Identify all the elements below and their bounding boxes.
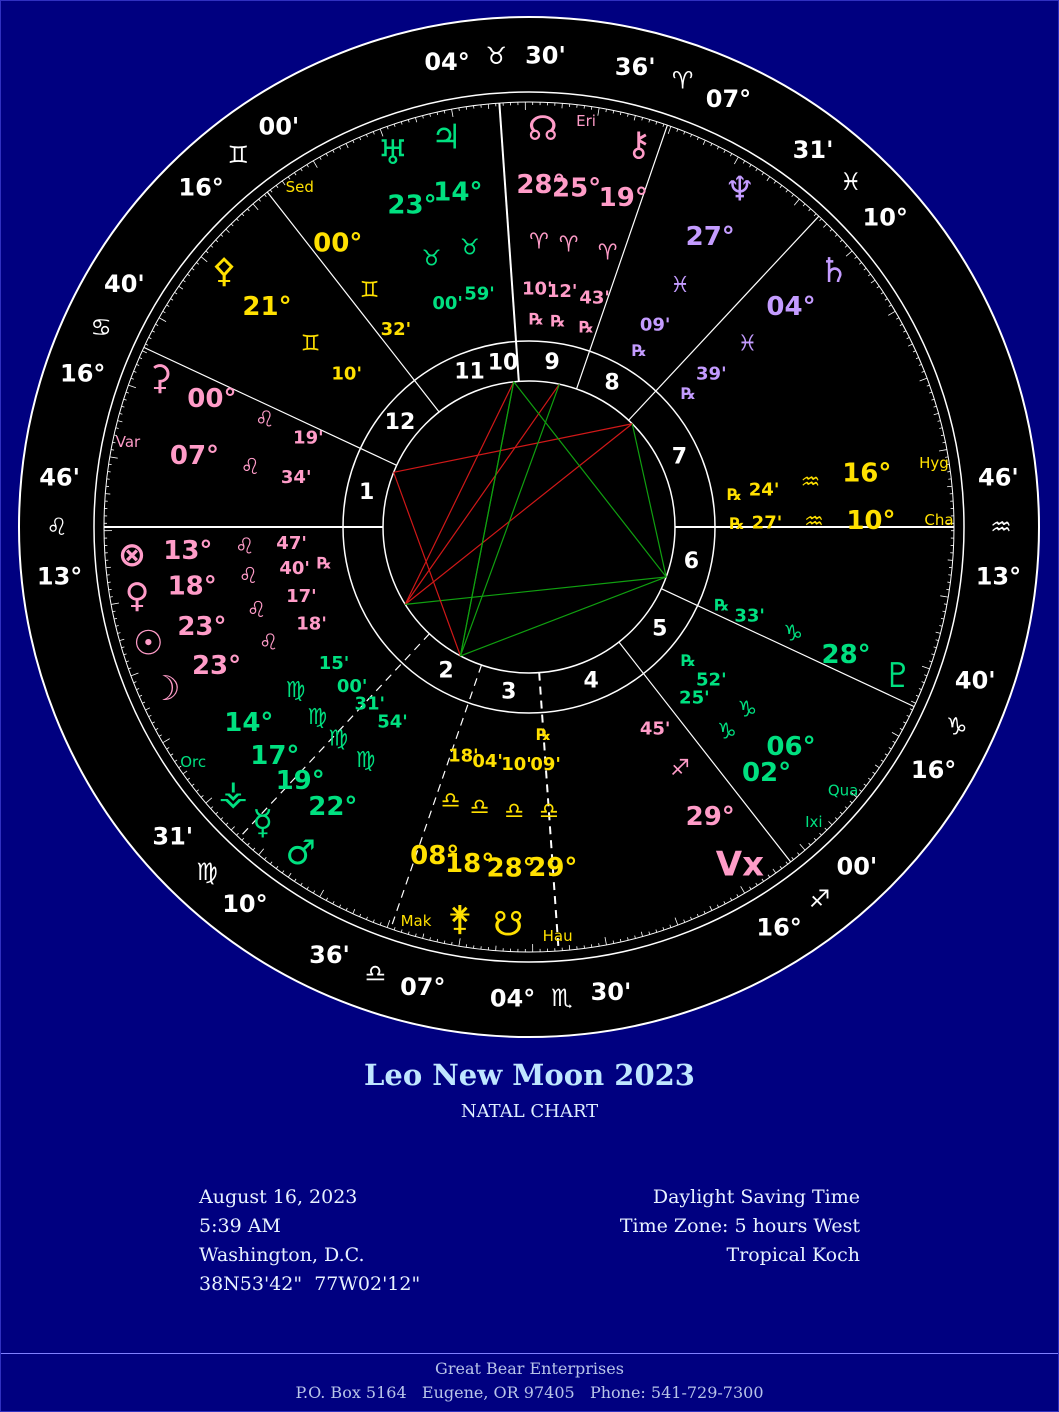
juno-glyph-icon: ⚵ [447, 898, 473, 939]
cusp-label: 31' [792, 136, 834, 165]
retrograde-icon: ℞ [681, 651, 696, 671]
planet-degree: 06° [766, 731, 816, 762]
planet-sign-icon: ♓ [670, 272, 690, 298]
planet-minutes: 15' [318, 653, 350, 675]
house-number: 2 [438, 658, 454, 684]
footer-address: P.O. Box 5164 Eugene, OR 97405 Phone: 541-729-7300 [295, 1383, 764, 1402]
cusp-label: 16° [60, 359, 106, 388]
footer-divider [0, 1353, 1059, 1354]
retrograde-icon: ℞ [727, 484, 742, 504]
planet-minutes: 04' [472, 750, 503, 772]
house-number: 5 [652, 616, 668, 642]
retrograde-icon: ℞ [714, 595, 730, 615]
venus-glyph-icon: ♀ [124, 576, 150, 617]
planet-degree: 13° [163, 535, 213, 566]
chart-settings [620, 1183, 860, 1270]
planet-sign-icon: ♒ [800, 469, 821, 495]
cusp-label: ♎ [364, 959, 387, 988]
cusp-label: ♌ [46, 513, 68, 541]
planet-minutes: 18' [448, 745, 479, 767]
planet-minutes: 10' [331, 363, 362, 385]
cusp-label: 36' [309, 940, 350, 969]
planet-degree: 19° [598, 183, 648, 214]
uranus-glyph-icon: ♅ [377, 133, 409, 174]
planet-sign-icon: ♑ [783, 621, 804, 647]
retrograde-icon: ℞ [729, 513, 745, 533]
planet-sign-icon: ♊ [300, 331, 321, 357]
ceres-glyph-icon: ⚳ [147, 357, 173, 398]
planet-minutes: 18' [296, 613, 327, 635]
planet-sign-icon: ♈ [529, 229, 549, 255]
planet-minutes: 47' [276, 533, 307, 555]
planet-degree: 21° [242, 292, 292, 323]
cusp-label: 10° [222, 889, 268, 918]
planet-sign-icon: ♊ [359, 278, 380, 304]
planet-minutes: 32' [380, 319, 412, 341]
cusp-label: ♈ [671, 66, 694, 95]
time-zone: Time Zone: 5 hours West [619, 1215, 860, 1237]
planet-sign-icon: ♎ [504, 799, 524, 825]
retrograde-icon: ℞ [681, 383, 696, 403]
planet-degree: 25° [552, 173, 602, 204]
degree-tick [944, 604, 947, 605]
planet-minutes: 00' [336, 675, 368, 697]
cusp-label: 36' [614, 53, 656, 82]
house-number: 7 [671, 444, 688, 470]
planet-degree: 17° [250, 740, 300, 771]
birth-place: Washington, D.C. [199, 1244, 365, 1266]
cusp-label: ♊ [227, 141, 250, 170]
part-of-fortune-glyph-icon: ⊗ [117, 534, 147, 575]
planet-degree: 29° [528, 853, 578, 884]
house-number: 9 [544, 350, 560, 376]
chart-subtitle: NATAL CHART [460, 1101, 599, 1122]
cusp-label: 10° [862, 203, 908, 232]
birth-time: 5:39 AM [199, 1215, 281, 1237]
dst-note: Daylight Saving Time [652, 1186, 860, 1208]
pluto-glyph-icon: ♇ [882, 656, 914, 697]
sun-glyph-icon: ☉ [133, 623, 164, 664]
planet-minutes: 33' [734, 605, 765, 627]
planet-minutes: 19' [293, 427, 324, 449]
retrograde-icon: ℞ [529, 309, 544, 329]
cusp-label: 13° [975, 562, 1022, 591]
cusp-label: 30' [525, 41, 566, 70]
planet-sign-icon: ♌ [258, 630, 279, 656]
cusp-label: ♒ [990, 513, 1012, 541]
planet-sign-icon: ♎ [440, 788, 461, 814]
planet-minutes: 09' [530, 753, 561, 775]
planet-minutes: 24' [748, 479, 780, 501]
jupiter-glyph-icon: ♃ [431, 117, 462, 158]
planet-sign-icon: ♓ [737, 331, 758, 357]
house-number: 4 [583, 668, 599, 694]
saturn-glyph-icon: ♄ [818, 251, 850, 292]
planet-sign-icon: ♎ [469, 795, 490, 821]
degree-tick [452, 942, 453, 945]
cusp-label: 13° [36, 562, 83, 591]
house-number: 8 [604, 370, 620, 396]
cusp-label: ♋ [90, 313, 112, 342]
planet-degree: 19° [275, 766, 325, 797]
mercury-glyph-icon: ☿ [252, 802, 274, 843]
planet-sign-icon: ♉ [459, 235, 480, 261]
planet-sign-icon: ♍ [285, 677, 306, 703]
chart-title: Leo New Moon 2023 [364, 1058, 695, 1092]
planet-sign-icon: ♉ [421, 246, 442, 272]
neptune-glyph-icon: ♆ [724, 169, 756, 210]
planet-minutes: 52' [696, 669, 727, 691]
object-label: Hyg [919, 453, 949, 472]
house-number: 6 [683, 549, 700, 575]
planet-minutes: 00' [432, 292, 463, 314]
planet-sign-icon: ♑ [717, 719, 737, 745]
lilith-glyph-icon: ☋ [493, 904, 524, 945]
planet-minutes: 17' [286, 586, 317, 608]
birth-info [199, 1183, 420, 1299]
planet-sign-icon: ♍ [307, 705, 328, 731]
retrograde-icon: ℞ [550, 311, 566, 331]
cusp-label: 16° [178, 173, 224, 202]
planet-minutes: 12' [546, 280, 578, 302]
planet-minutes: 09' [639, 314, 671, 336]
birth-date: August 16, 2023 [199, 1186, 358, 1208]
planet-degree: 23° [191, 651, 242, 682]
cusp-label: ♍ [196, 858, 218, 887]
planet-degree: 23° [387, 190, 437, 221]
cusp-label: ♐ [808, 884, 831, 913]
cusp-label: 00' [258, 112, 300, 141]
house-system: Tropical Koch [726, 1244, 860, 1266]
node-glyph-icon: ☊ [527, 109, 558, 150]
planet-degree: 27° [685, 221, 735, 252]
planet-minutes: 34' [280, 467, 312, 489]
planet-degree: 08° [410, 840, 460, 871]
planet-degree: 04° [766, 292, 816, 323]
planet-minutes: 43' [579, 287, 610, 309]
pallas-glyph-icon: ⚴ [211, 251, 237, 292]
cusp-label: 40' [104, 269, 145, 298]
object-label: Sed [285, 178, 314, 197]
mars-glyph-icon: ♂ [285, 833, 316, 874]
cusp-label: ♑ [946, 712, 968, 741]
chiron-glyph-icon: ⚷ [626, 124, 652, 165]
planet-sign-icon: ♎ [539, 798, 559, 824]
cusp-label: ♓ [840, 167, 862, 196]
planet-sign-icon: ♍ [328, 726, 349, 752]
planet-degree: 28° [486, 853, 536, 884]
planet-degree: 02° [741, 758, 792, 789]
house-number: 12 [384, 410, 416, 436]
planet-degree: 22° [308, 792, 358, 823]
object-label: Orc [180, 753, 207, 772]
planet-minutes: 31' [354, 693, 386, 715]
planet-degree: 00° [187, 383, 237, 414]
planet-degree: 14° [433, 177, 483, 208]
object-label: Qua [827, 781, 859, 800]
planet-degree: 29° [685, 802, 735, 833]
cusp-label: 46' [39, 463, 80, 492]
planet-degree: 28° [821, 640, 871, 671]
object-label: Ixi [805, 812, 823, 831]
house-number: 10 [487, 350, 519, 376]
planet-degree: 18° [445, 848, 495, 879]
object-label: Eri [576, 111, 596, 130]
planet-degree: 00° [313, 228, 363, 259]
degree-tick [111, 450, 114, 451]
coordinates: 38N53'42" 77W02'12" [199, 1273, 421, 1295]
planet-sign-icon: ♑ [737, 697, 758, 723]
retrograde-icon: ℞ [316, 553, 332, 573]
planet-degree: 23° [177, 611, 227, 642]
cusp-label: 00' [836, 852, 878, 881]
cusp-label: 04° [424, 48, 470, 77]
planet-sign-icon: ♌ [254, 407, 275, 433]
planet-sign-icon: ♒ [804, 509, 824, 535]
object-label: Hau [542, 927, 573, 946]
planet-minutes: 10' [522, 278, 553, 300]
retrograde-icon: ℞ [579, 317, 594, 337]
moon-glyph-icon: ☽ [150, 668, 181, 709]
cusp-label: 30' [590, 977, 632, 1006]
cusp-label: ♉ [485, 42, 507, 71]
object-label: Cha [924, 510, 954, 529]
planet-minutes: 27' [751, 512, 783, 534]
cusp-label: 07° [400, 972, 446, 1001]
planet-sign-icon: ♌ [246, 597, 267, 623]
planet-minutes: 40' [279, 557, 310, 579]
planet-degree: 16° [842, 458, 892, 489]
planet-degree: 18° [167, 571, 217, 602]
planet-degree: 07° [169, 440, 220, 471]
planet-sign-icon: ♐ [670, 756, 690, 782]
planet-sign-icon: ♍ [355, 747, 376, 773]
planet-degree: 10° [846, 506, 896, 537]
cusp-label: 31' [152, 822, 194, 851]
cusp-label: ♏ [551, 983, 573, 1012]
planet-sign-icon: ♌ [240, 455, 261, 481]
planet-sign-icon: ♌ [238, 563, 259, 589]
planet-sign-icon: ♈ [597, 240, 618, 266]
house-number: 1 [358, 479, 375, 505]
object-label: Var [115, 432, 141, 451]
cusp-label: 16° [756, 913, 802, 942]
degree-tick [606, 109, 607, 112]
house-number: 11 [454, 359, 485, 385]
planet-minutes: 59' [464, 283, 495, 305]
planet-minutes: 39' [696, 363, 727, 385]
planet-minutes: 25' [679, 687, 710, 709]
cusp-label: 16° [910, 756, 957, 785]
retrograde-icon: ℞ [536, 724, 551, 744]
planet-minutes: 54' [377, 711, 408, 733]
cusp-label: 07° [705, 85, 752, 114]
cusp-label: 46' [978, 463, 1019, 492]
vesta-glyph-icon: ⚶ [218, 773, 248, 814]
cusp-label: 04° [489, 984, 536, 1013]
footer-company: Great Bear Enterprises [435, 1359, 624, 1378]
vertex-glyph-icon: Vx [715, 844, 765, 885]
planet-sign-icon: ♌ [234, 534, 255, 560]
planet-sign-icon: ♈ [558, 232, 579, 258]
planet-degree: 28° [516, 170, 566, 201]
planet-degree: 14° [224, 708, 274, 739]
planet-minutes: 45' [639, 718, 671, 740]
cusp-label: 40' [954, 666, 996, 695]
object-label: Mak [400, 912, 432, 931]
retrograde-icon: ℞ [632, 341, 647, 361]
house-number: 3 [501, 679, 517, 705]
planet-minutes: 10' [501, 754, 532, 776]
